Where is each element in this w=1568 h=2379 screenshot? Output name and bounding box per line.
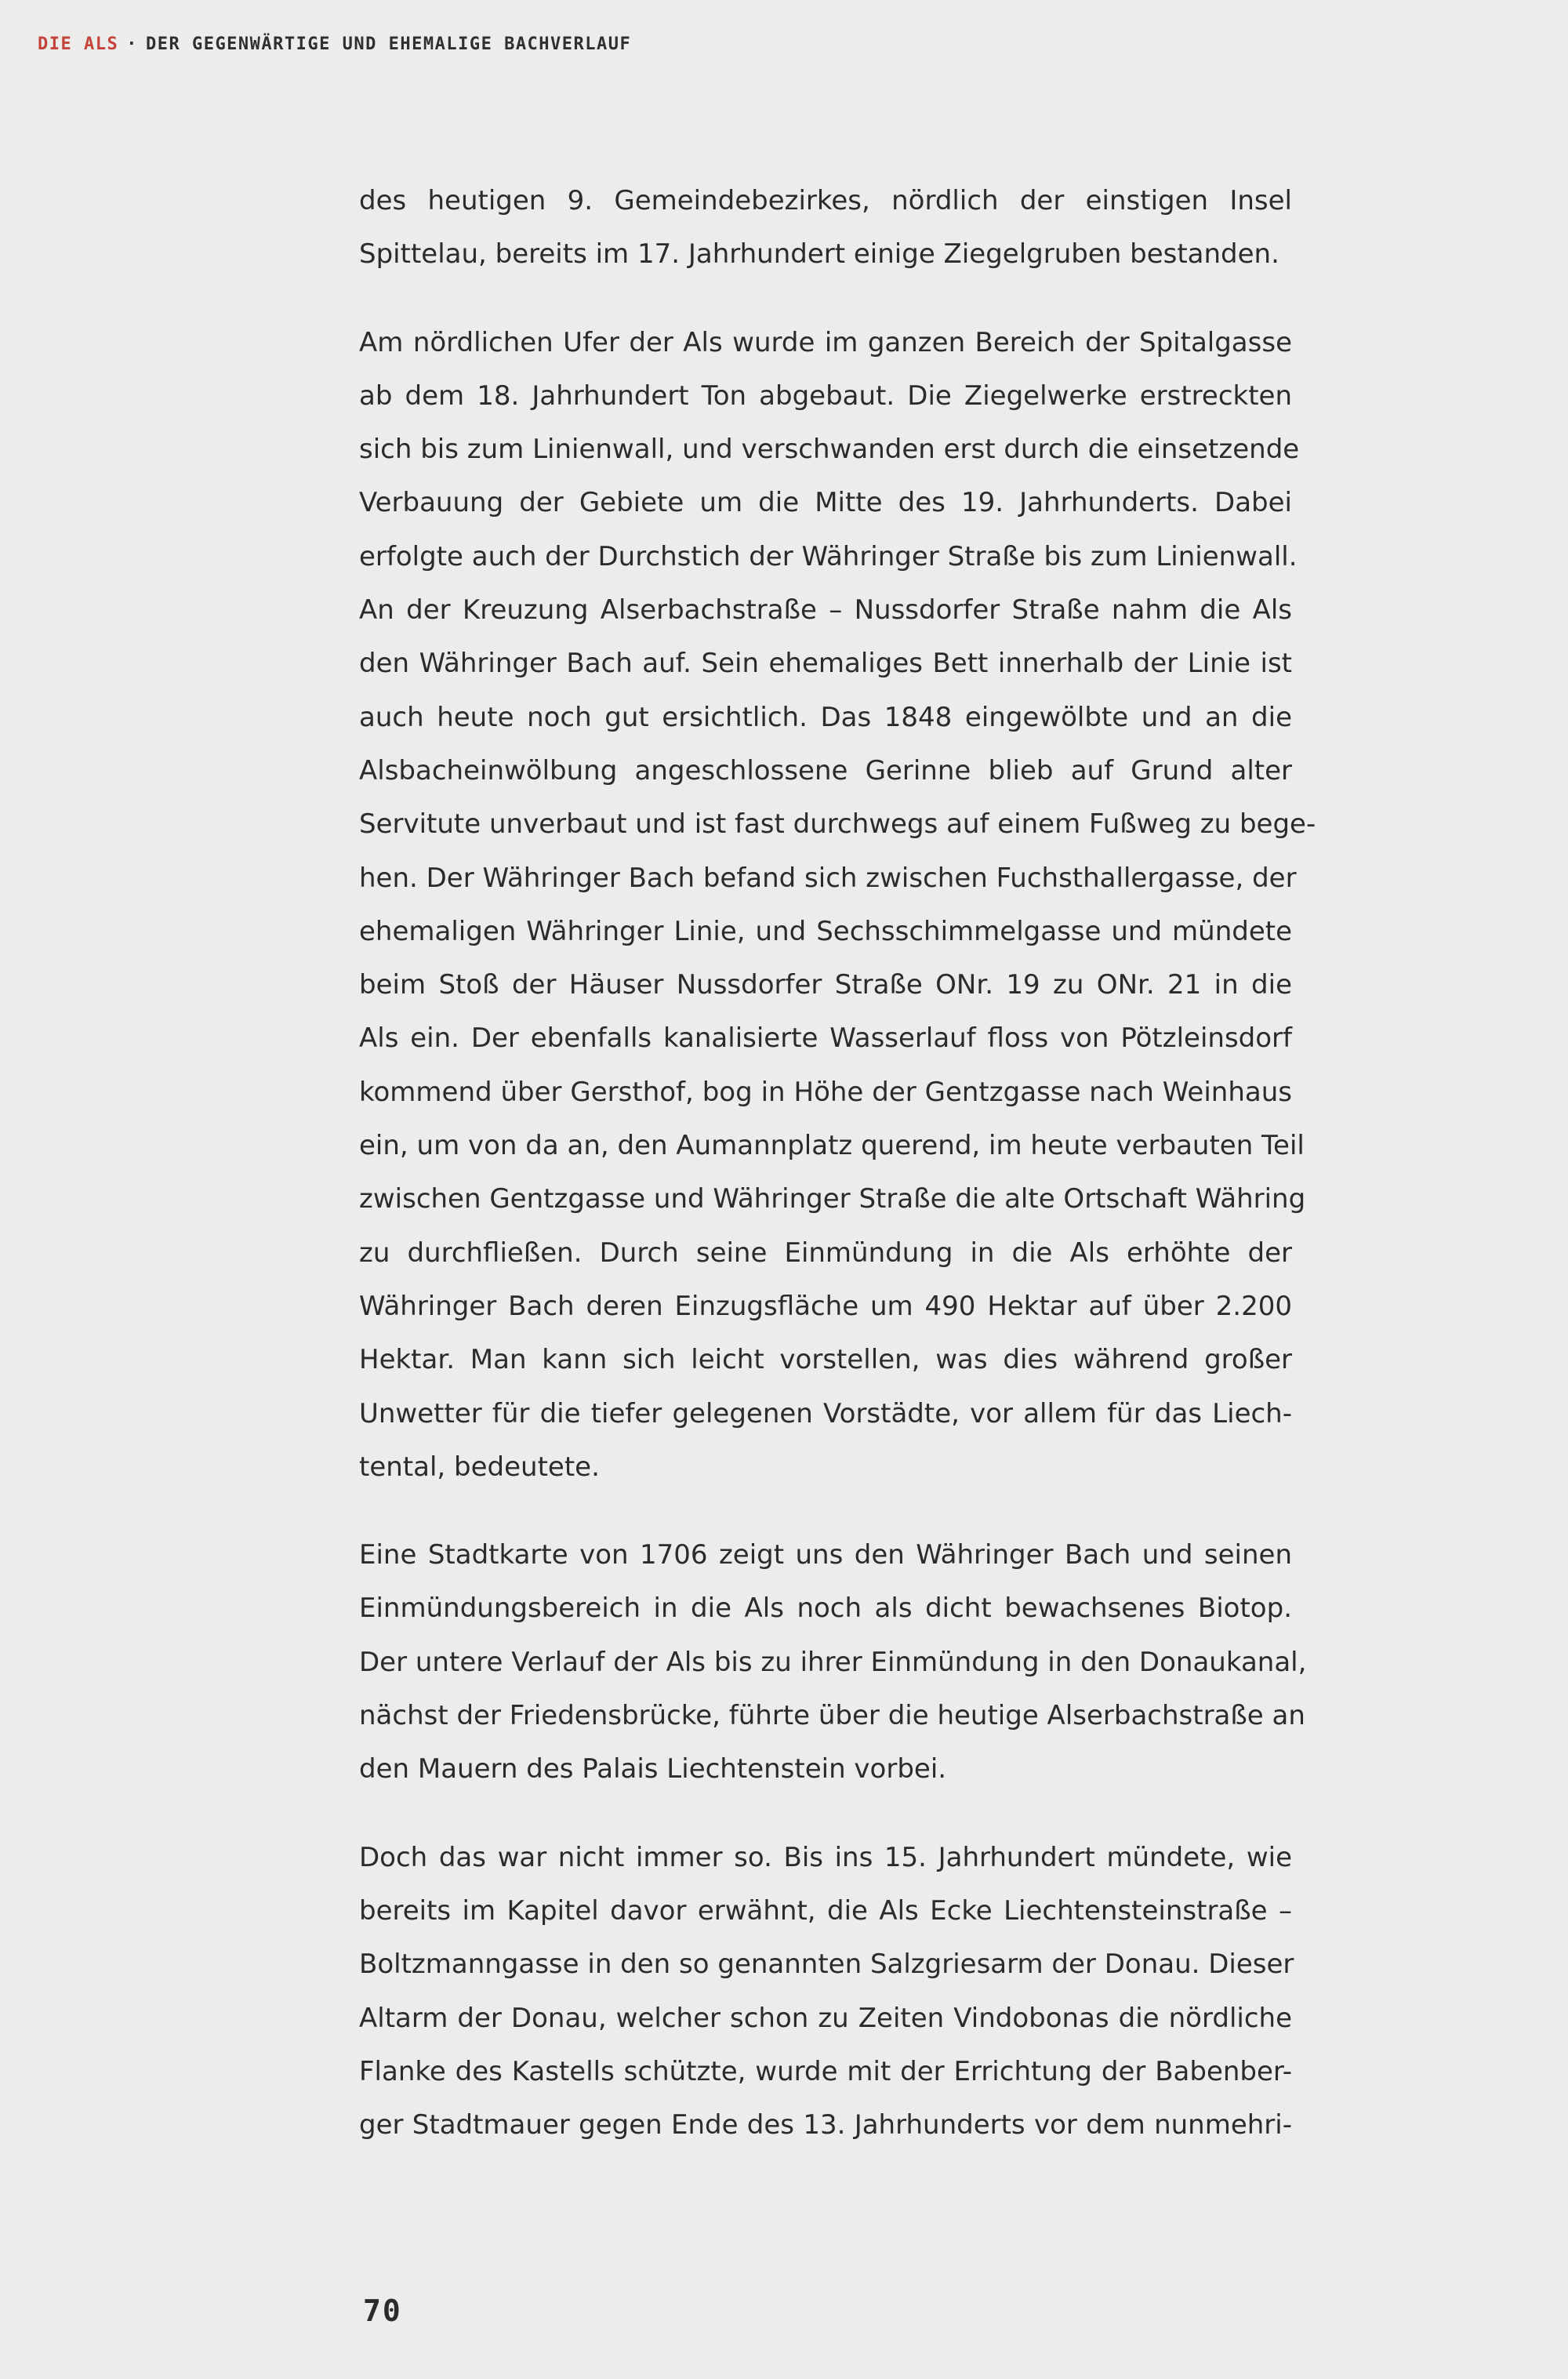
text-line: kommend über Gersthof, bog in Höhe der Gentzgasse nach Weinhaus (359, 1076, 1292, 1108)
text-line: Der untere Verlauf der Als bis zu ihrer Einmündung in den Donaukanal, (359, 1646, 1307, 1678)
text-line: Verbauung der Gebiete um die Mitte des 19. Jahrhunderts. Dabei (359, 487, 1292, 519)
text-line: zu durchfließen. Durch seine Einmündung in die Als erhöhte der (359, 1237, 1292, 1269)
text-line: ab dem 18. Jahrhundert Ton abgebaut. Die Ziegelwerke erstreckten (359, 380, 1292, 412)
text-line: Boltzmanngasse in den so genannten Salzgriesarm der Donau. Dieser (359, 1949, 1294, 1981)
running-header (38, 35, 631, 54)
text-line: Einmündungsbereich in die Als noch als dicht bewachsenes Biotop. (359, 1593, 1292, 1625)
text-line: den Währinger Bach auf. Sein ehemaliges Bett innerhalb der Linie ist (359, 648, 1292, 680)
paragraph-2 (359, 316, 1316, 1495)
text-line: An der Kreuzung Alserbachstraße – Nussdorfer Straße nahm die Als (359, 594, 1292, 627)
paragraph-gap (359, 1494, 1292, 1528)
header-separator: · (126, 35, 138, 54)
text-line: Unwetter für die tiefer gelegenen Vorstädte, vor allem für das Liech- (359, 1397, 1292, 1429)
text-line: ein, um von da an, den Aumannplatz querend, im heute verbauten Teil (359, 1130, 1305, 1162)
text-line: sich bis zum Linienwall, und verschwanden erst durch die einsetzende (359, 434, 1300, 466)
text-line: Altarm der Donau, welcher schon zu Zeiten Vindobonas die nördliche (359, 2002, 1292, 2034)
paragraph-3 (359, 1528, 1307, 1796)
body-text (359, 174, 1316, 2152)
text-line: auch heute noch gut ersichtlich. Das 1848 eingewölbte und an die (359, 701, 1292, 733)
text-line: ger Stadtmauer gegen Ende des 13. Jahrhunderts vor dem nunmehri- (359, 2109, 1292, 2141)
text-line: Spittelau, bereits im 17. Jahrhundert einige Ziegelgruben bestanden. (359, 238, 1279, 271)
text-line: Alsbacheinwölbung angeschlossene Gerinne blieb auf Grund alter (359, 754, 1292, 786)
text-line: den Mauern des Palais Liechtenstein vorbei. (359, 1753, 947, 1785)
text-line: nächst der Friedensbrücke, führte über die heutige Alserbachstraße an (359, 1700, 1305, 1732)
text-line: hen. Der Währinger Bach befand sich zwischen Fuchsthallergasse, der (359, 862, 1297, 894)
text-line: erfolgte auch der Durchstich der Währinger Straße bis zum Linienwall. (359, 540, 1298, 572)
paragraph-4 (359, 1831, 1292, 2152)
page-number: 70 (363, 2294, 402, 2328)
text-line: bereits im Kapitel davor erwähnt, die Als Ecke Liechtensteinstraße – (359, 1894, 1292, 1927)
text-line: zwischen Gentzgasse und Währinger Straße die alte Ortschaft Währing (359, 1183, 1306, 1215)
text-line: Flanke des Kastells schützte, wurde mit der Errichtung der Babenber- (359, 2055, 1292, 2087)
text-line: Am nördlichen Ufer der Als wurde im ganzen Bereich der Spitalgasse (359, 326, 1292, 358)
text-line: ehemaligen Währinger Linie, und Sechsschimmelgasse und mündete (359, 915, 1292, 947)
paragraph-gap (359, 281, 1292, 316)
paragraph-gap (359, 1796, 1292, 1831)
text-line: beim Stoß der Häuser Nussdorfer Straße ONr. 19 zu ONr. 21 in die (359, 969, 1292, 1001)
paragraph-1 (359, 174, 1292, 281)
text-line: Währinger Bach deren Einzugsfläche um 490 Hektar auf über 2.200 (359, 1290, 1292, 1322)
text-line: Als ein. Der ebenfalls kanalisierte Wasserlauf floss von Pötzleinsdorf (359, 1022, 1292, 1055)
text-line: Servitute unverbaut und ist fast durchwegs auf einem Fußweg zu bege- (359, 808, 1316, 841)
text-line: Hektar. Man kann sich leicht vorstellen, was dies während großer (359, 1344, 1292, 1376)
header-section: DIE ALS (38, 35, 119, 54)
text-line: tental, bedeutete. (359, 1451, 600, 1483)
header-title: DER GEGENWÄRTIGE UND EHEMALIGE BACHVERLAUF (145, 35, 632, 54)
text-line: Eine Stadtkarte von 1706 zeigt uns den Währinger Bach und seinen (359, 1539, 1292, 1571)
text-line: des heutigen 9. Gemeindebezirkes, nördlich der einstigen Insel (359, 185, 1292, 216)
text-line: Doch das war nicht immer so. Bis ins 15. Jahrhundert mündete, wie (359, 1841, 1292, 1873)
